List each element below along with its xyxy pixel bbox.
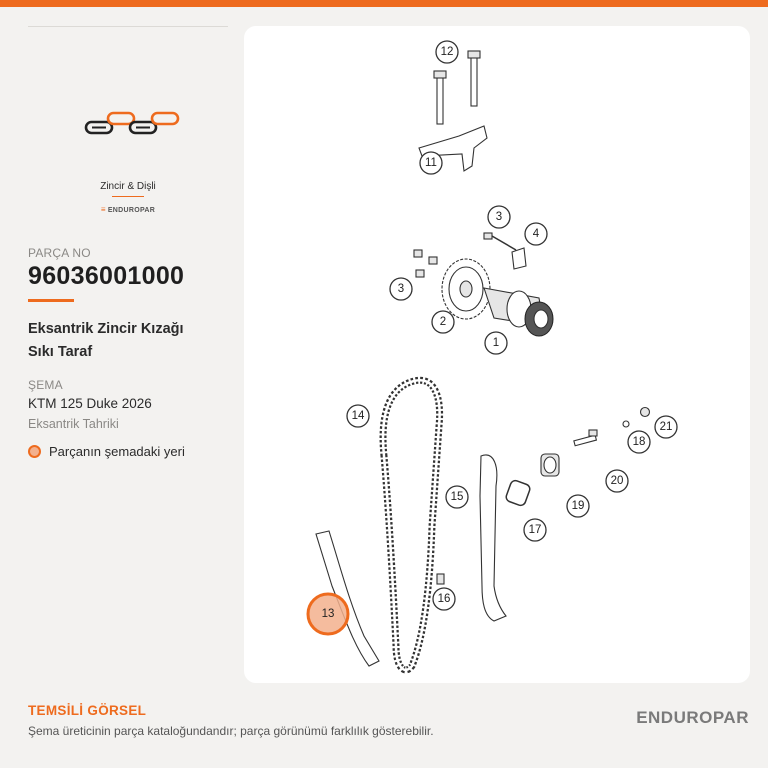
callout-label: 13: [321, 608, 335, 620]
part-name-line1: Eksantrik Zincir Kızağı: [28, 321, 184, 337]
category-divider: [112, 196, 144, 197]
part-number-label: PARÇA NO: [28, 246, 91, 260]
brand-mark-icon: ≡: [100, 205, 106, 214]
callout-14: [347, 405, 369, 427]
legend-highlight-dot: [28, 445, 41, 458]
schema-label: ŞEMA: [28, 378, 63, 392]
callout-label: 2: [439, 316, 447, 328]
part-name-line2: Sıkı Taraf: [28, 344, 93, 360]
callout-label: 3: [397, 283, 405, 295]
screw-part: [429, 257, 437, 264]
camshaft-sprocket-part: [442, 259, 490, 319]
callout-2: [432, 311, 454, 333]
callout-label: 15: [450, 491, 464, 503]
footer-note: Şema üreticinin parça kataloğundandır; parça görünümü farklılık gösterebilir.: [28, 724, 434, 738]
screw-part: [414, 250, 422, 257]
gasket-part: [505, 479, 531, 507]
callout-18: [628, 431, 650, 453]
screw-part: [416, 270, 424, 277]
timing-chain-part: [383, 380, 440, 670]
part-name: [28, 318, 238, 364]
callout-19: [567, 495, 589, 517]
seal-ring-part: [623, 421, 629, 427]
parts-diagram: [244, 26, 750, 683]
callout-15: [446, 486, 468, 508]
callout-4: [525, 223, 547, 245]
callout-20: [606, 470, 628, 492]
callout-label: 3: [495, 211, 503, 223]
callout-label: 21: [659, 421, 673, 433]
callout-13: [308, 594, 348, 634]
part-number-underline: [28, 299, 74, 302]
callout-1: [485, 332, 507, 354]
callout-3: [488, 206, 510, 228]
callout-21: [655, 416, 677, 438]
schema-section: Eksantrik Tahriki: [28, 417, 119, 431]
screw-part: [484, 233, 492, 239]
chain-tensioner-part: [541, 430, 597, 476]
callout-label: 19: [571, 500, 585, 512]
callout-label: 1: [492, 337, 500, 349]
callout-3: [390, 278, 412, 300]
callout-label: 18: [632, 436, 646, 448]
callout-label: 12: [440, 46, 454, 58]
legend: [28, 444, 185, 459]
callout-label: 4: [532, 228, 540, 240]
sidebar-top-divider: [28, 26, 228, 27]
callout-label: 17: [528, 524, 542, 536]
chain-logo-icon: [78, 104, 188, 144]
callout-11: [420, 152, 442, 174]
part-number: 96036001000: [28, 262, 185, 290]
legend-text: Parçanın şemadaki yeri: [49, 444, 185, 459]
callout-12: [436, 41, 458, 63]
pin-part: [437, 574, 444, 584]
chain-guide-rail-part: [480, 455, 506, 621]
callout-label: 14: [351, 410, 365, 422]
tensioner-plate-part: [512, 248, 526, 269]
brand-small-logo: [28, 205, 228, 214]
callout-label: 11: [425, 157, 437, 169]
bolt-part: [434, 51, 480, 124]
camshaft-part: [484, 288, 553, 336]
callout-label: 20: [610, 475, 624, 487]
callout-16: [433, 588, 455, 610]
callout-label: 16: [437, 593, 451, 605]
footer-brand: ENDUROPAR: [636, 708, 749, 727]
callout-17: [524, 519, 546, 541]
top-accent-bar: [0, 0, 768, 7]
brand-small-name: ENDUROPAR: [107, 207, 156, 214]
schema-model: KTM 125 Duke 2026: [28, 396, 152, 411]
plug-part: [641, 408, 650, 417]
category-label: Zincir & Dişli: [100, 181, 156, 192]
footer-title: TEMSİLİ GÖRSEL: [28, 703, 147, 718]
